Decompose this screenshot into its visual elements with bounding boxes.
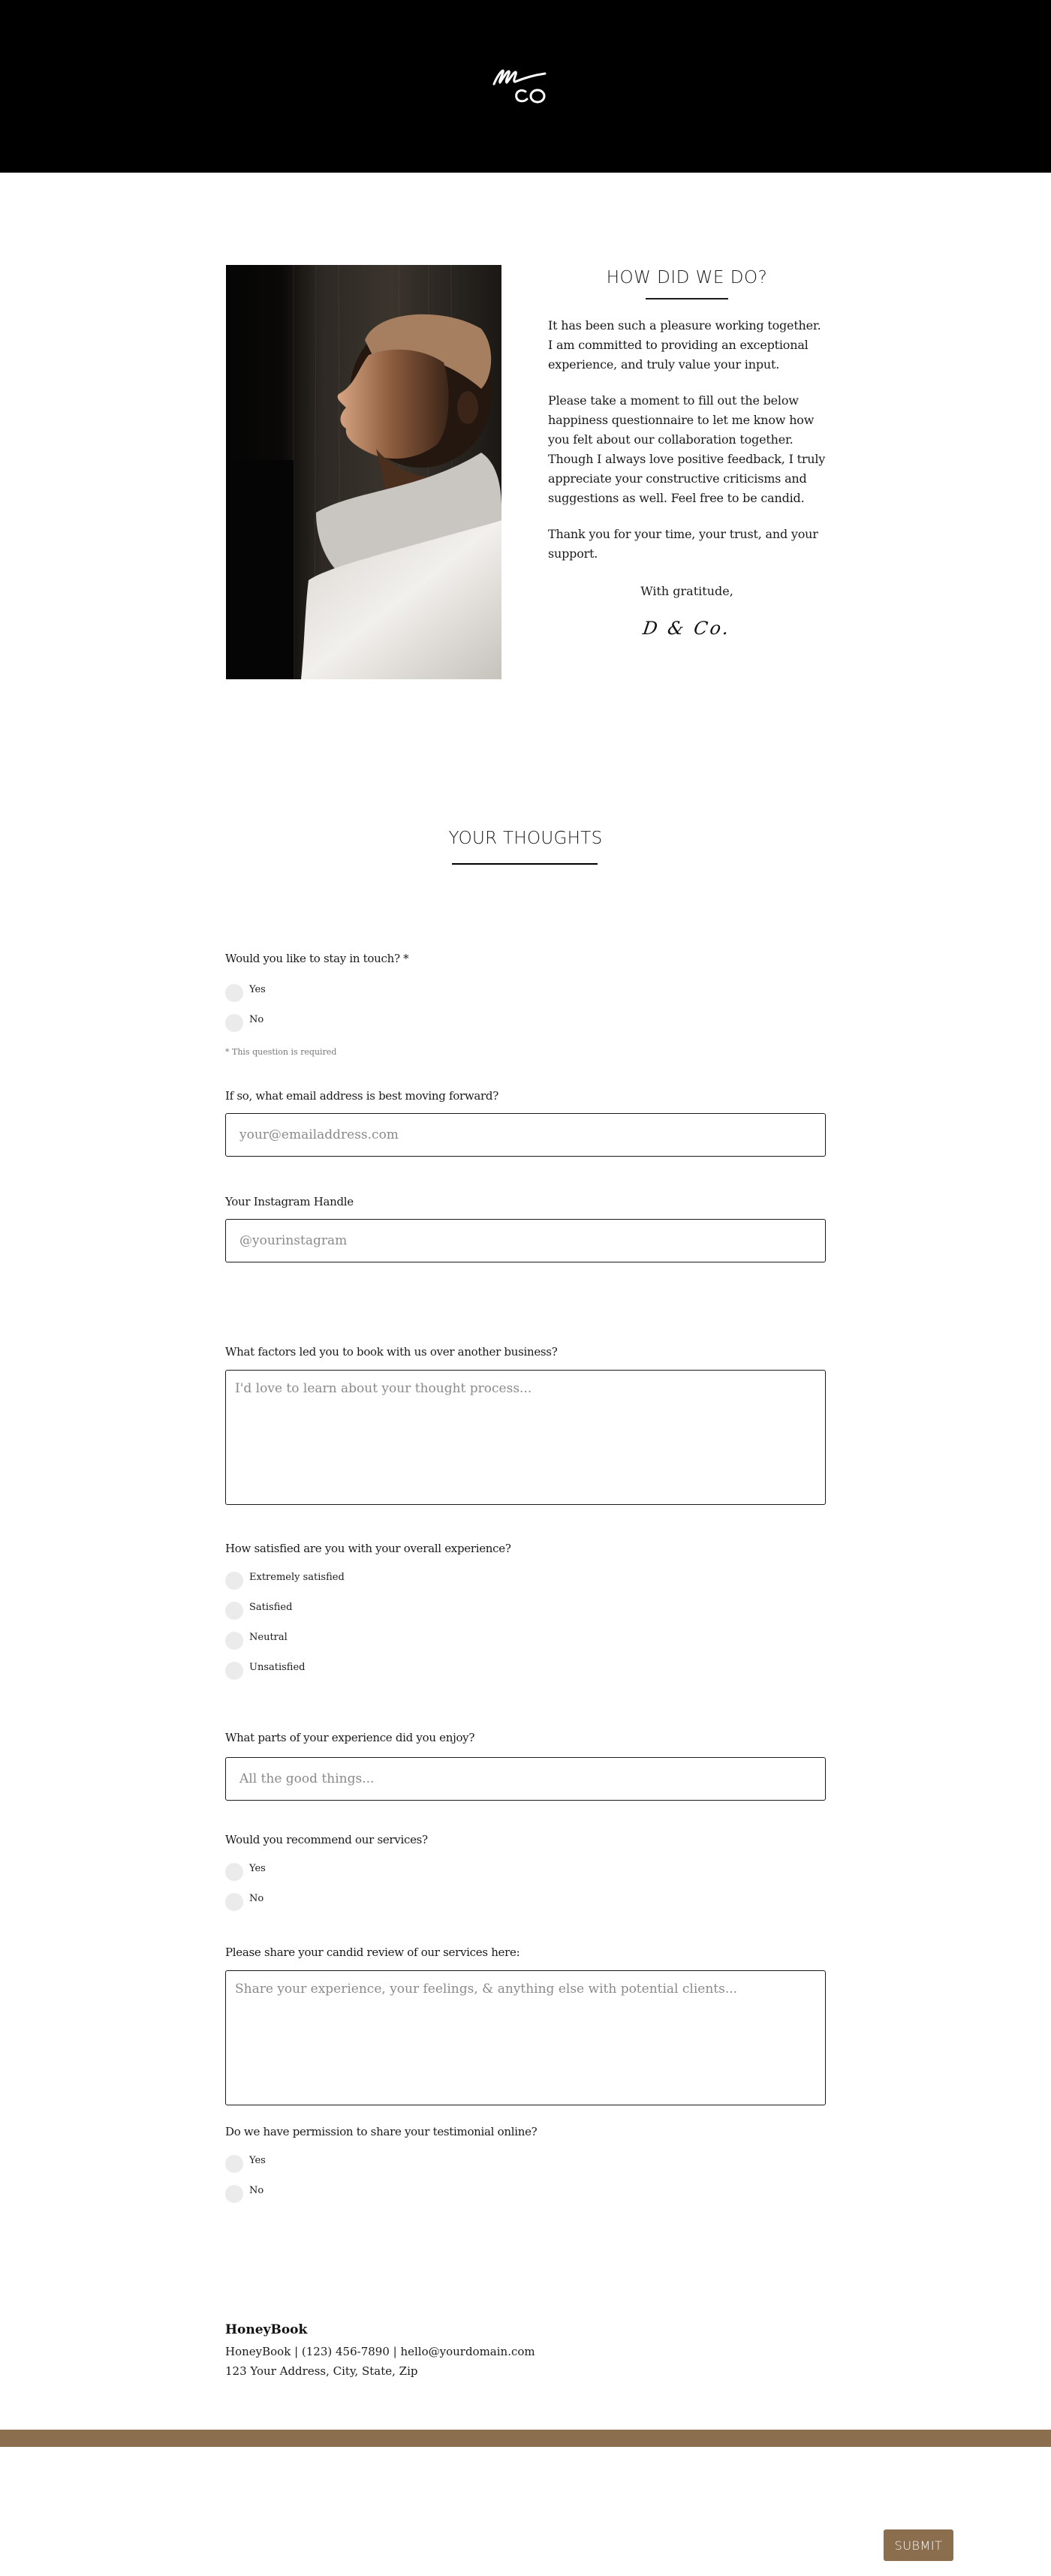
- question-email: [225, 1088, 826, 1157]
- radio-label: No: [249, 1014, 264, 1025]
- radio-button[interactable]: [225, 1572, 243, 1590]
- radio-option-unsatisfied[interactable]: [225, 1662, 826, 1680]
- radio-label: Yes: [249, 1863, 266, 1874]
- question-label: Would you recommend our services?: [225, 1833, 428, 1846]
- radio-option-no[interactable]: [225, 1014, 826, 1032]
- email-input[interactable]: [225, 1113, 826, 1157]
- radio-button[interactable]: [225, 984, 243, 1002]
- instagram-input[interactable]: [225, 1219, 826, 1262]
- portrait-photo: [226, 265, 501, 679]
- question-review: [225, 1945, 826, 2105]
- radio-button[interactable]: [225, 1893, 243, 1911]
- intro-paragraph-2: Please take a moment to fill out the below happiness questionnaire to let me know how you felt about our collaboration together. Though I always love positive feedback, I truly appreciate your constructive criticisms and suggestions as well. Feel free to be candid.: [548, 393, 826, 505]
- enjoyed-input[interactable]: [225, 1757, 826, 1801]
- radio-label: Yes: [249, 2155, 266, 2166]
- radio-option-satisfied[interactable]: [225, 1602, 826, 1620]
- required-note: * This question is required: [225, 1047, 337, 1057]
- closing-text: With gratitude,: [640, 584, 733, 598]
- radio-button[interactable]: [225, 1632, 243, 1650]
- mco-logo-icon[interactable]: [488, 59, 563, 111]
- radio-button[interactable]: [225, 1602, 243, 1620]
- radio-option-no[interactable]: [225, 1893, 826, 1911]
- title-divider: [646, 298, 728, 299]
- intro-text-block: [548, 265, 826, 639]
- footer-contact-line: HoneyBook | (123) 456-7890 | hello@yourdomain.com: [225, 2345, 535, 2358]
- question-label: Do we have permission to share your testimonial online?: [225, 2125, 538, 2138]
- radio-option-yes[interactable]: [225, 984, 826, 1002]
- question-label: Would you like to stay in touch? *: [225, 952, 409, 965]
- footer-address: 123 Your Address, City, State, Zip: [225, 2364, 418, 2378]
- radio-label: Satisfied: [249, 1602, 293, 1613]
- radio-label: Unsatisfied: [249, 1662, 306, 1673]
- question-label: What factors led you to book with us over another business?: [225, 1345, 558, 1359]
- review-textarea[interactable]: [225, 1970, 826, 2105]
- footer-brand: HoneyBook: [225, 2322, 308, 2337]
- booking-factors-textarea[interactable]: [225, 1370, 826, 1505]
- radio-option-yes[interactable]: [225, 2155, 826, 2173]
- question-stay-in-touch: [225, 951, 826, 1057]
- question-testimonial-permission: [225, 2124, 826, 2203]
- intro-paragraph-1: It has been such a pleasure working together. I am committed to providing an exceptional experience, and truly value your input.: [548, 318, 821, 372]
- question-recommend: [225, 1832, 826, 1911]
- signature: D & Co.: [641, 618, 733, 639]
- intro-paragraph-3: Thank you for your time, your trust, and your support.: [548, 527, 818, 561]
- section-title-your-thoughts: YOUR THOUGHTS: [448, 829, 603, 848]
- radio-label: No: [249, 1893, 264, 1904]
- question-enjoyed: [225, 1730, 826, 1801]
- radio-label: Yes: [249, 984, 266, 995]
- radio-button[interactable]: [225, 2185, 243, 2203]
- question-label: Please share your candid review of our services here:: [225, 1946, 520, 1959]
- section-divider: [452, 863, 598, 865]
- site-header: [0, 0, 1051, 173]
- intro-section: [225, 265, 826, 685]
- question-booking-factors: [225, 1344, 826, 1505]
- footer: [225, 2321, 826, 2381]
- radio-option-yes[interactable]: [225, 1863, 826, 1881]
- submit-button[interactable]: SUBMIT: [884, 2529, 953, 2561]
- radio-button[interactable]: [225, 1863, 243, 1881]
- radio-option-neutral[interactable]: [225, 1632, 826, 1650]
- intro-title: HOW DID WE DO?: [606, 268, 768, 287]
- question-label: Your Instagram Handle: [225, 1195, 354, 1208]
- radio-label: No: [249, 2185, 264, 2196]
- question-satisfaction: [225, 1541, 826, 1680]
- radio-button[interactable]: [225, 1014, 243, 1032]
- radio-button[interactable]: [225, 1662, 243, 1680]
- radio-option-extremely-satisfied[interactable]: [225, 1572, 826, 1590]
- question-instagram: [225, 1194, 826, 1262]
- accent-band: [0, 2430, 1051, 2447]
- radio-label: Neutral: [249, 1632, 288, 1643]
- question-label: If so, what email address is best moving forward?: [225, 1089, 498, 1103]
- question-label: What parts of your experience did you enjoy?: [225, 1731, 475, 1744]
- radio-option-no[interactable]: [225, 2185, 826, 2203]
- radio-label: Extremely satisfied: [249, 1572, 345, 1583]
- question-label: How satisfied are you with your overall experience?: [225, 1542, 511, 1555]
- radio-button[interactable]: [225, 2155, 243, 2173]
